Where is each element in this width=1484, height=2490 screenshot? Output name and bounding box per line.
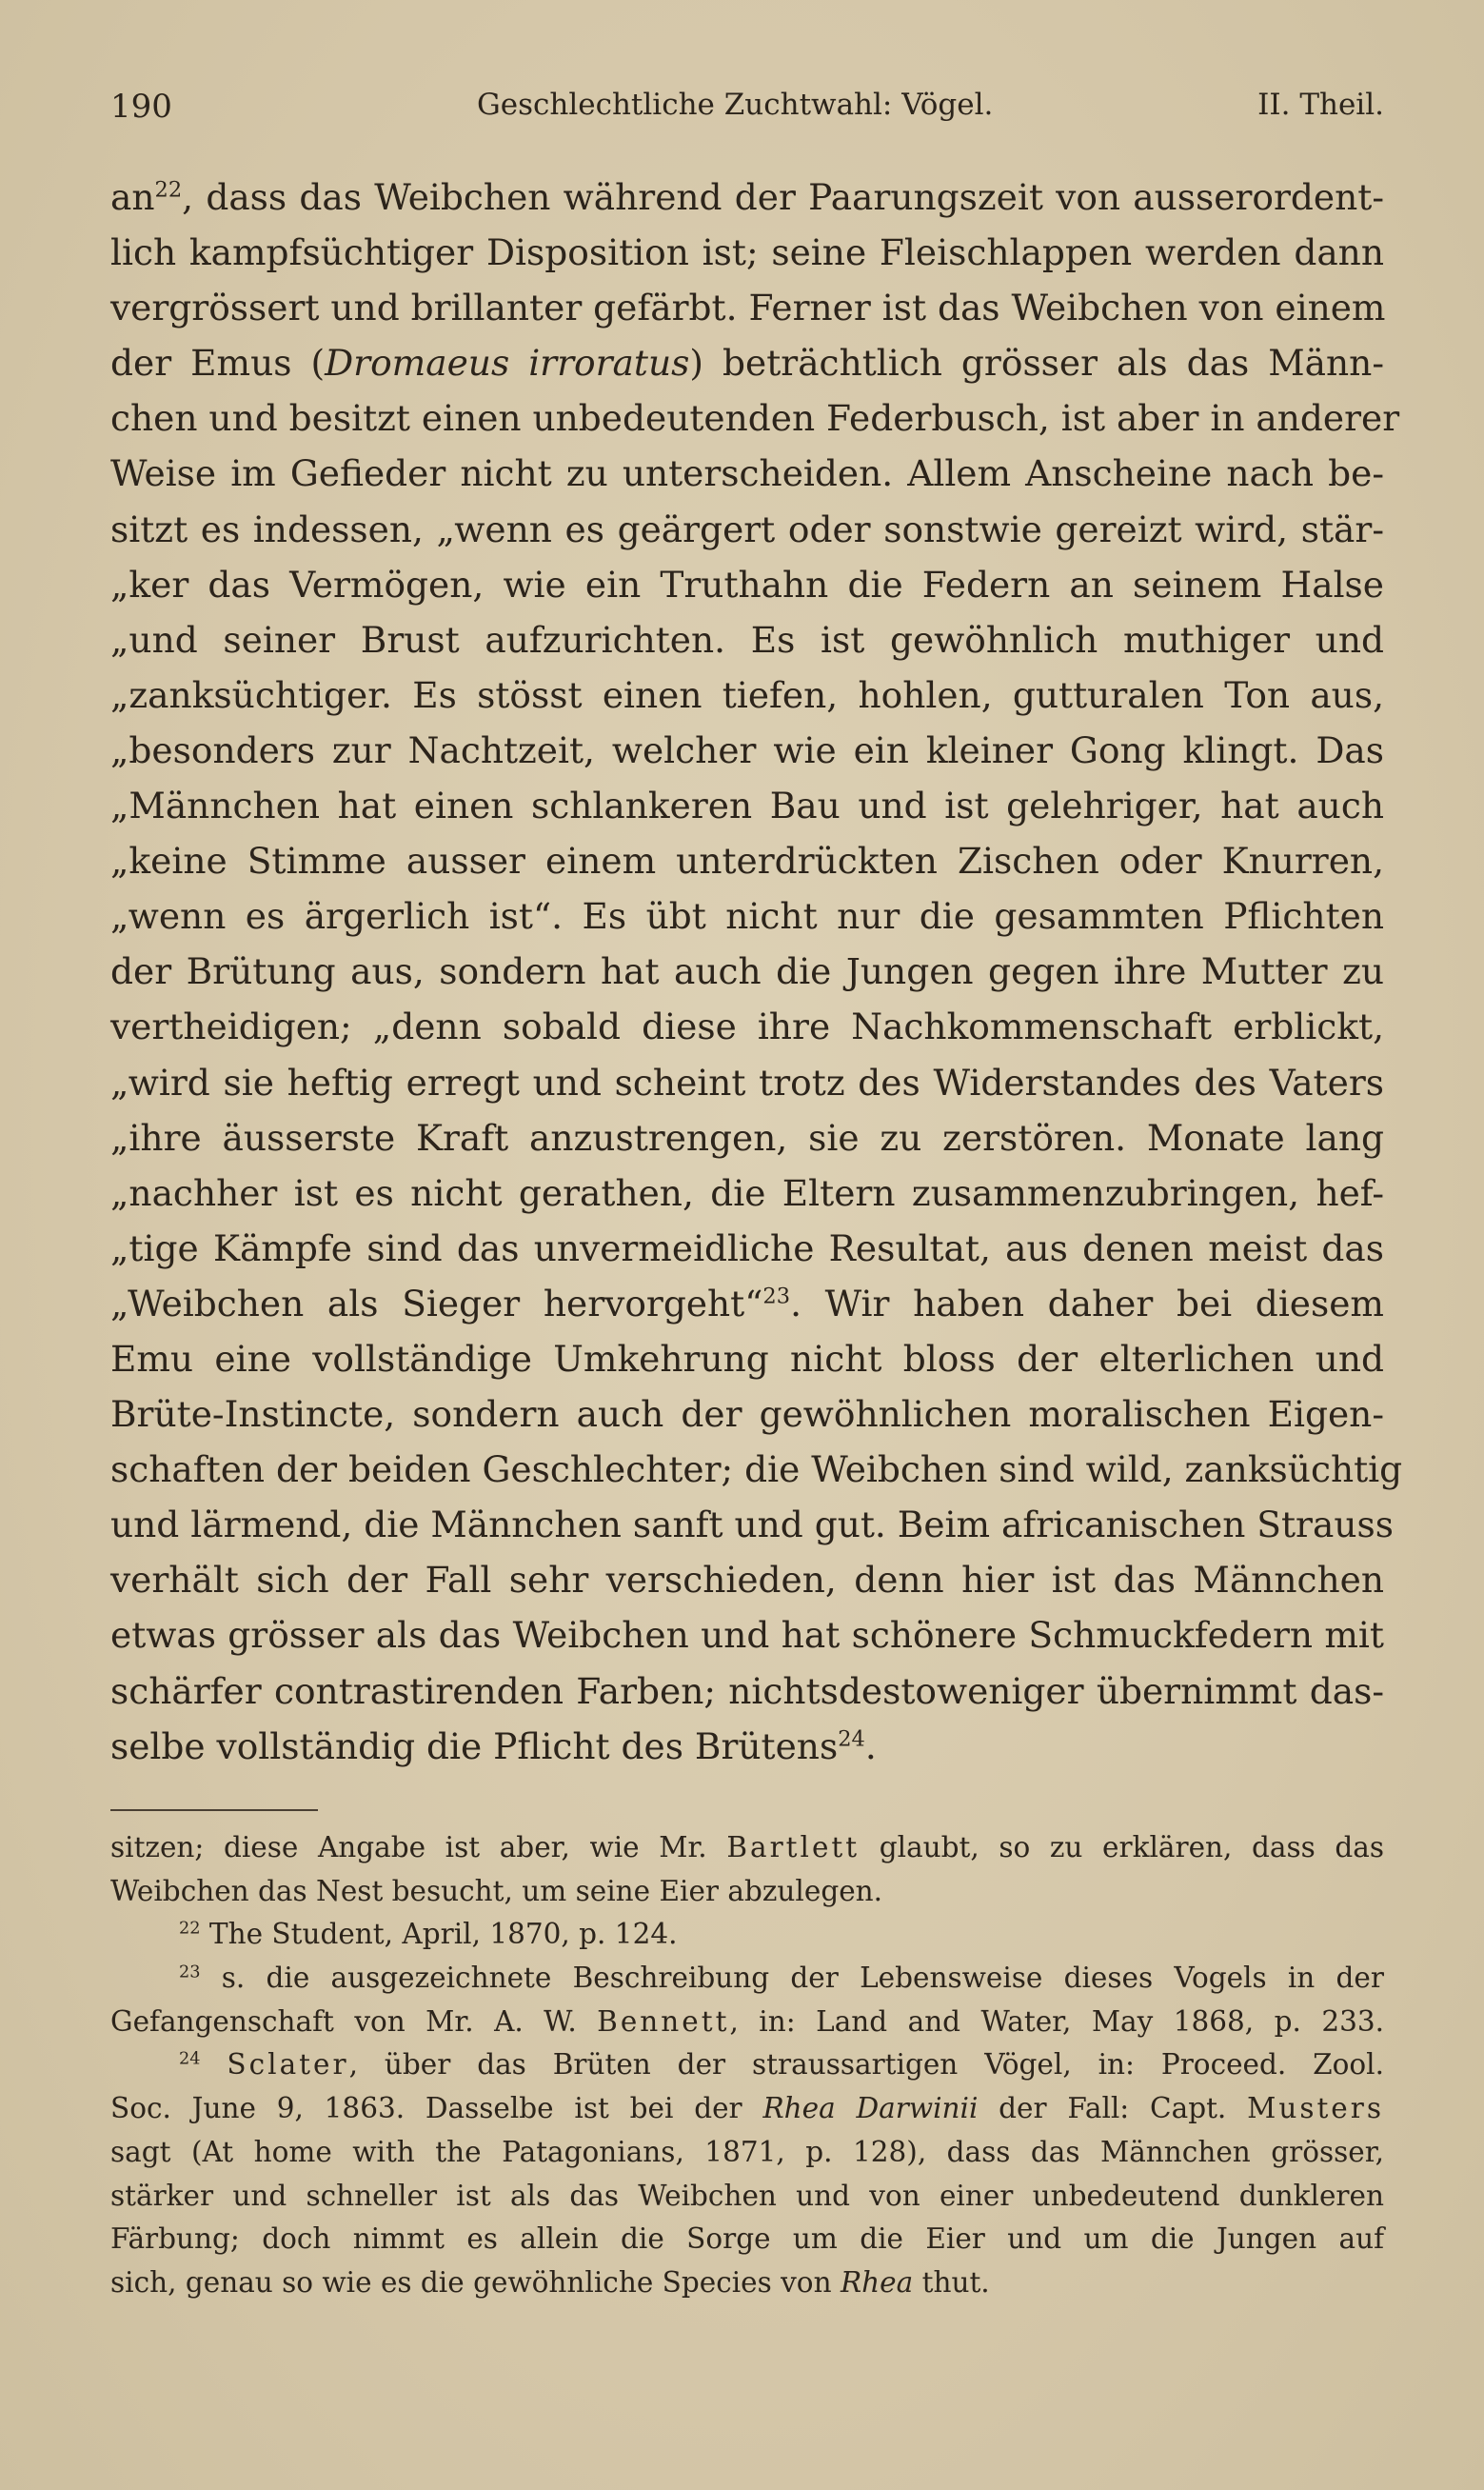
text-line: und lärmend, die Männchen sanft und gut. Beim africanischen Strauss — [110, 1504, 1394, 1546]
text-line — [110, 335, 1384, 390]
footnote-text: thut. — [913, 2265, 990, 2299]
text-line: verhält sich der Fall sehr verschieden, denn hier ist das Männchen — [110, 1559, 1384, 1602]
text-line: „ker das Vermögen, wie ein Truthahn die Federn an seinem Halse — [110, 563, 1384, 606]
line-text: . Wir haben daher bei diesem — [790, 1282, 1384, 1325]
footnote-number: 24 — [179, 2049, 201, 2069]
author-name: Sclater — [227, 2048, 349, 2082]
footnote-line: sagt (At home with the Patagonians, 1871, p. 128), dass das Männchen grösser, — [110, 2135, 1384, 2168]
footnote-text: glaubt, so zu erklären, dass das — [860, 1831, 1385, 1863]
author-name: Bartlett — [726, 1831, 861, 1863]
footnote-divider — [110, 1809, 318, 1811]
text-line — [110, 1276, 1384, 1331]
text-line: Weise im Gefieder nicht zu unterscheiden. Allem Anscheine nach be- — [110, 452, 1384, 495]
part-label: II. Theil. — [1257, 88, 1384, 122]
text-line: schaften der beiden Geschlechter; die Weibchen sind wild, zanksüchtig — [110, 1448, 1403, 1491]
footnote-text: , in: Land and Water, May 1868, p. 233. — [729, 2004, 1384, 2038]
footnote-line — [110, 2087, 1384, 2131]
text-line: vertheidigen; „denn sobald diese ihre Nachkommenschaft erblickt, — [110, 1006, 1384, 1048]
text-line: Brüte-Instincte, sondern auch der gewöhnlichen moralischen Eigen- — [110, 1393, 1384, 1436]
line-text: der Emus ( — [110, 342, 326, 385]
footnote-text: , über das Brüten der straussartigen Vögel, in: Proceed. Zool. — [348, 2048, 1384, 2082]
footnotes — [110, 1826, 1384, 2305]
text-line: „keine Stimme ausser einem unterdrückten Zischen oder Knurren, — [110, 840, 1384, 883]
text-line: „wenn es ärgerlich ist“. Es übt nicht nur die gesammten Pflichten — [110, 895, 1384, 938]
footnote-text: sich, genau so wie es die gewöhnliche Species von — [110, 2265, 841, 2299]
text-line: „wird sie heftig erregt und scheint trotz des Widerstandes des Vaters — [110, 1061, 1384, 1104]
footnote-number: 22 — [179, 1919, 201, 1939]
text-line: „tige Kämpfe sind das unvermeidliche Resultat, aus denen meist das — [110, 1226, 1384, 1269]
text-line: selbe vollständig die Pflicht des Brütens$^{24}$. — [110, 1724, 877, 1767]
footnote-text: s. die ausgezeichnete Beschreibung der Lebensweise dieses Vogels in der — [200, 1962, 1384, 1995]
text-line: „Männchen hat einen schlankeren Bau und ist gelehriger, hat auch — [110, 785, 1384, 827]
text-line: schärfer contrastirenden Farben; nichtsdestoweniger übernimmt das- — [110, 1669, 1384, 1712]
footnote-line: Färbung; doch nimmt es allein die Sorge um die Eier und um die Jungen auf — [110, 2222, 1384, 2256]
text-line — [110, 169, 1384, 225]
footnote-ref-22: 22 — [154, 177, 183, 203]
text-line: der Brütung aus, sondern hat auch die Jungen gegen ihre Mutter zu — [110, 950, 1384, 993]
text-line: „und seiner Brust aufzurichten. Es ist gewöhnlich muthiger und — [110, 618, 1384, 661]
footnote-text: sitzen; diese Angabe ist aber, wie Mr. — [110, 1831, 727, 1863]
footnote-23 — [110, 1957, 1384, 2001]
author-name: Musters — [1247, 2092, 1385, 2125]
footnote-ref-23: 23 — [762, 1284, 791, 1309]
footnote-text: Gefangenschaft von Mr. A. W. — [110, 2004, 598, 2038]
running-header — [110, 88, 1384, 137]
text-line: lich kampfsüchtiger Disposition ist; seine Fleischlappen werden dann — [110, 231, 1384, 274]
line-text: ) beträchtlich grösser als das Männ- — [689, 342, 1384, 385]
author-name: Bennett — [597, 2004, 730, 2038]
footnote-text: der Fall: Capt. — [978, 2092, 1248, 2125]
running-title: Geschlechtliche Zuchtwahl: Vögel. — [477, 88, 994, 122]
page-number: 190 — [110, 88, 172, 126]
footnote-text: Soc. June 9, 1863. Dasselbe ist bei der — [110, 2092, 763, 2125]
text-line: chen und besitzt einen unbedeutenden Federbusch, ist aber in anderer — [110, 397, 1400, 440]
footnote-text: The Student, April, 1870, p. 124. — [200, 1918, 678, 1951]
footnote-line: Weibchen das Nest besucht, um seine Eier abzulegen. — [110, 1874, 883, 1907]
footnote-line — [110, 1826, 1384, 1870]
footnote-24 — [110, 2043, 1384, 2087]
species-name: Rhea Darwinii — [762, 2092, 979, 2125]
text-line: „ihre äusserste Kraft anzustrengen, sie zu zerstören. Monate lang — [110, 1116, 1384, 1159]
footnote-22 — [110, 1913, 1384, 1957]
text-line: „nachher ist es nicht gerathen, die Eltern zusammenzubringen, hef- — [110, 1171, 1384, 1214]
main-text — [110, 169, 1403, 1774]
text-line: etwas grösser als das Weibchen und hat schönere Schmuckfedern mit — [110, 1614, 1384, 1657]
text-line: Emu eine vollständige Umkehrung nicht bloss der elterlichen und — [110, 1337, 1384, 1380]
footnote-line — [110, 2001, 1384, 2044]
text-line: „besonders zur Nachtzeit, welcher wie ein kleiner Gong klingt. Das — [110, 728, 1384, 771]
footnote-line — [110, 2261, 1384, 2305]
text-line: vergrössert und brillanter gefärbt. Ferner ist das Weibchen von einem — [110, 287, 1386, 329]
footnote-ref-24: 24 — [838, 1726, 865, 1752]
text-line: „zanksüchtiger. Es stösst einen tiefen, hohlen, gutturalen Ton aus, — [110, 673, 1384, 716]
line-text: selbe vollständig die Pflicht des Brütens — [110, 1724, 839, 1767]
species-name: Dromaeus irroratus — [325, 342, 690, 385]
footnote-number: 23 — [179, 1962, 201, 1982]
line-text: , dass das Weibchen während der Paarungszeit von ausserordent- — [182, 176, 1384, 218]
text-line: sitzt es indessen, „wenn es geärgert oder sonstwie gereizt wird, stär- — [110, 508, 1384, 550]
line-prefix: an — [110, 176, 155, 218]
line-text: „Weibchen als Sieger hervorgeht“ — [110, 1282, 763, 1325]
footnote-line: stärker und schneller ist als das Weibchen und von einer unbedeutend dunkleren — [110, 2179, 1384, 2212]
species-name: Rhea — [840, 2265, 914, 2299]
